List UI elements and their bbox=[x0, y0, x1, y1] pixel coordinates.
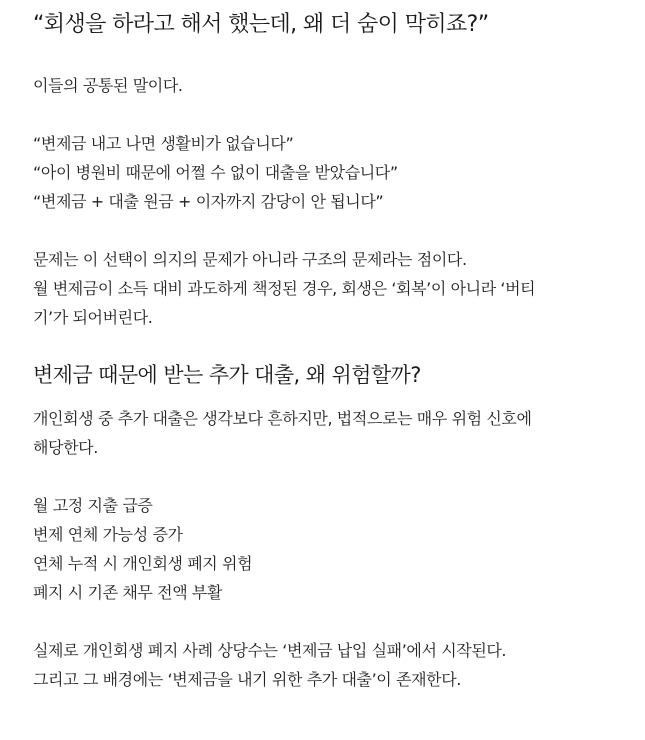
conclusion-line: 그리고 그 배경에는 ‘변제금을 내기 위한 추가 대출’이 존재한다. bbox=[33, 670, 461, 689]
analysis-paragraph bbox=[33, 245, 625, 332]
analysis-line: 기’가 되어버린다. bbox=[33, 308, 153, 327]
section-intro-line: 해당한다. bbox=[33, 438, 98, 457]
section-intro-line: 개인회생 중 추가 대출은 생각보다 흔하지만, 법적으로는 매우 위험 신호에 bbox=[33, 409, 532, 428]
risk-list-item: 변제 연체 가능성 증가 bbox=[33, 525, 183, 544]
analysis-line: 문제는 이 선택이 의지의 문제가 아니라 구조의 문제라는 점이다. bbox=[33, 250, 467, 269]
section-heading: 변제금 때문에 받는 추가 대출, 왜 위험할까? bbox=[33, 363, 421, 387]
quote-block bbox=[33, 129, 625, 216]
quote-line: “변제금 내고 나면 생활비가 없습니다” bbox=[33, 134, 294, 153]
risk-list-item: 월 고정 지출 급증 bbox=[33, 496, 153, 515]
conclusion-line: 실제로 개인회생 폐지 사례 상당수는 ‘변제금 납입 실패’에서 시작된다. bbox=[33, 641, 507, 660]
article-heading: “회생을 하라고 해서 했는데, 왜 더 숨이 막히죠?” bbox=[33, 12, 489, 37]
conclusion-paragraph bbox=[33, 636, 625, 694]
quote-line: “변제금 + 대출 원금 + 이자까지 감당이 안 됩니다” bbox=[33, 192, 384, 211]
risk-list bbox=[33, 491, 625, 607]
analysis-line: 월 변제금이 소득 대비 과도하게 책정된 경우, 회생은 ‘회복’이 아니라 ‘버티 bbox=[33, 279, 536, 298]
intro-paragraph: 이들의 공통된 말이다. bbox=[33, 76, 183, 95]
section-intro-paragraph bbox=[33, 404, 625, 462]
risk-list-item: 폐지 시 기존 채무 전액 부활 bbox=[33, 583, 223, 602]
quote-line: “아이 병원비 때문에 어쩔 수 없이 대출을 받았습니다” bbox=[33, 163, 398, 182]
risk-list-item: 연체 누적 시 개인회생 폐지 위험 bbox=[33, 554, 253, 573]
